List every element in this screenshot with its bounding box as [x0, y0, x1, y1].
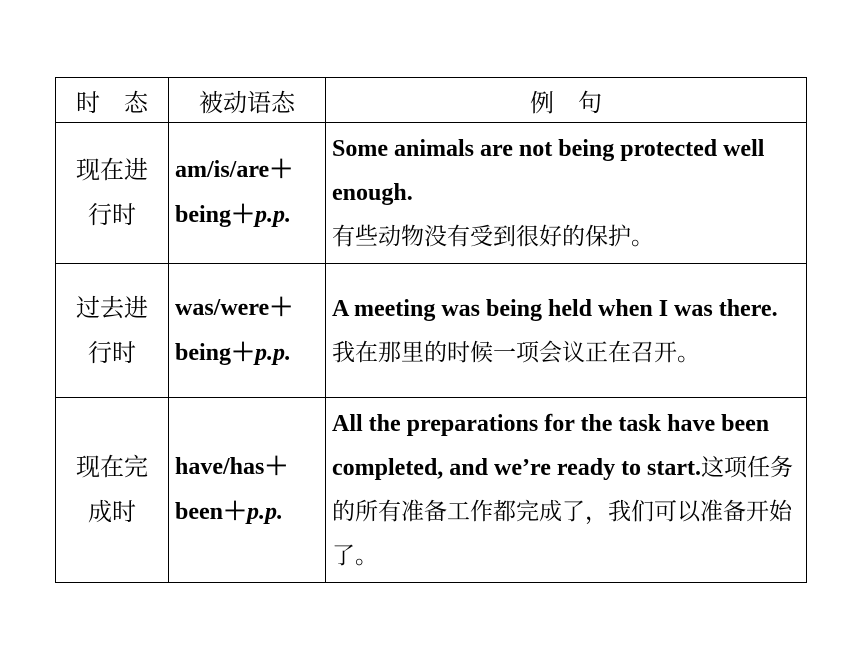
example-cell — [326, 264, 807, 398]
form-line: have/has＋ — [175, 454, 289, 480]
form-text: been＋ — [175, 499, 247, 525]
table-row — [56, 123, 807, 264]
example-cell — [326, 398, 807, 583]
header-passive-voice: 被动语态 — [169, 78, 326, 123]
tense-cell — [56, 123, 169, 264]
form-line: was/were＋ — [175, 294, 294, 321]
form-participle: p.p. — [247, 499, 283, 525]
form-line: am/is/are＋ — [175, 157, 294, 183]
form-participle: p.p. — [255, 339, 292, 366]
example-english: A meeting was being held when I was there. — [332, 295, 778, 322]
example-chinese: 我在那里的时候一项会议正在召开。 — [332, 339, 700, 366]
passive-form-cell — [169, 264, 326, 398]
header-example: 例 句 — [326, 78, 807, 123]
tense-label-line: 现在完 — [76, 453, 148, 481]
example-cell — [326, 123, 807, 264]
form-line — [175, 490, 325, 535]
tense-cell — [56, 398, 169, 583]
table-row — [56, 398, 807, 583]
tense-label-line: 现在进 — [76, 156, 148, 184]
table-row — [56, 264, 807, 398]
tense-label-line: 行时 — [88, 338, 136, 367]
example-chinese: 这项任务的所有准备工作都完成了，我们可以准备开始了。 — [332, 455, 794, 569]
form-participle: p.p. — [255, 202, 292, 228]
example-english: All the preparations for the task have been completed, and we’re ready to start. — [332, 411, 770, 481]
form-line — [175, 331, 325, 376]
passive-form-cell — [169, 123, 326, 264]
example-english: Some animals are not being protected well enough. — [332, 136, 765, 206]
tense-label-line: 过去进 — [76, 293, 148, 322]
tense-label-line: 行时 — [88, 201, 136, 229]
tense-label-line: 成时 — [88, 498, 136, 526]
header-row — [56, 78, 807, 123]
form-line — [175, 193, 325, 238]
header-tense: 时 态 — [56, 78, 169, 123]
example-chinese: 有些动物没有受到很好的保护。 — [332, 224, 654, 250]
passive-voice-table — [55, 77, 807, 583]
form-text: being＋ — [175, 202, 256, 228]
passive-form-cell — [169, 398, 326, 583]
tense-cell — [56, 264, 169, 398]
form-text: being＋ — [175, 339, 256, 366]
